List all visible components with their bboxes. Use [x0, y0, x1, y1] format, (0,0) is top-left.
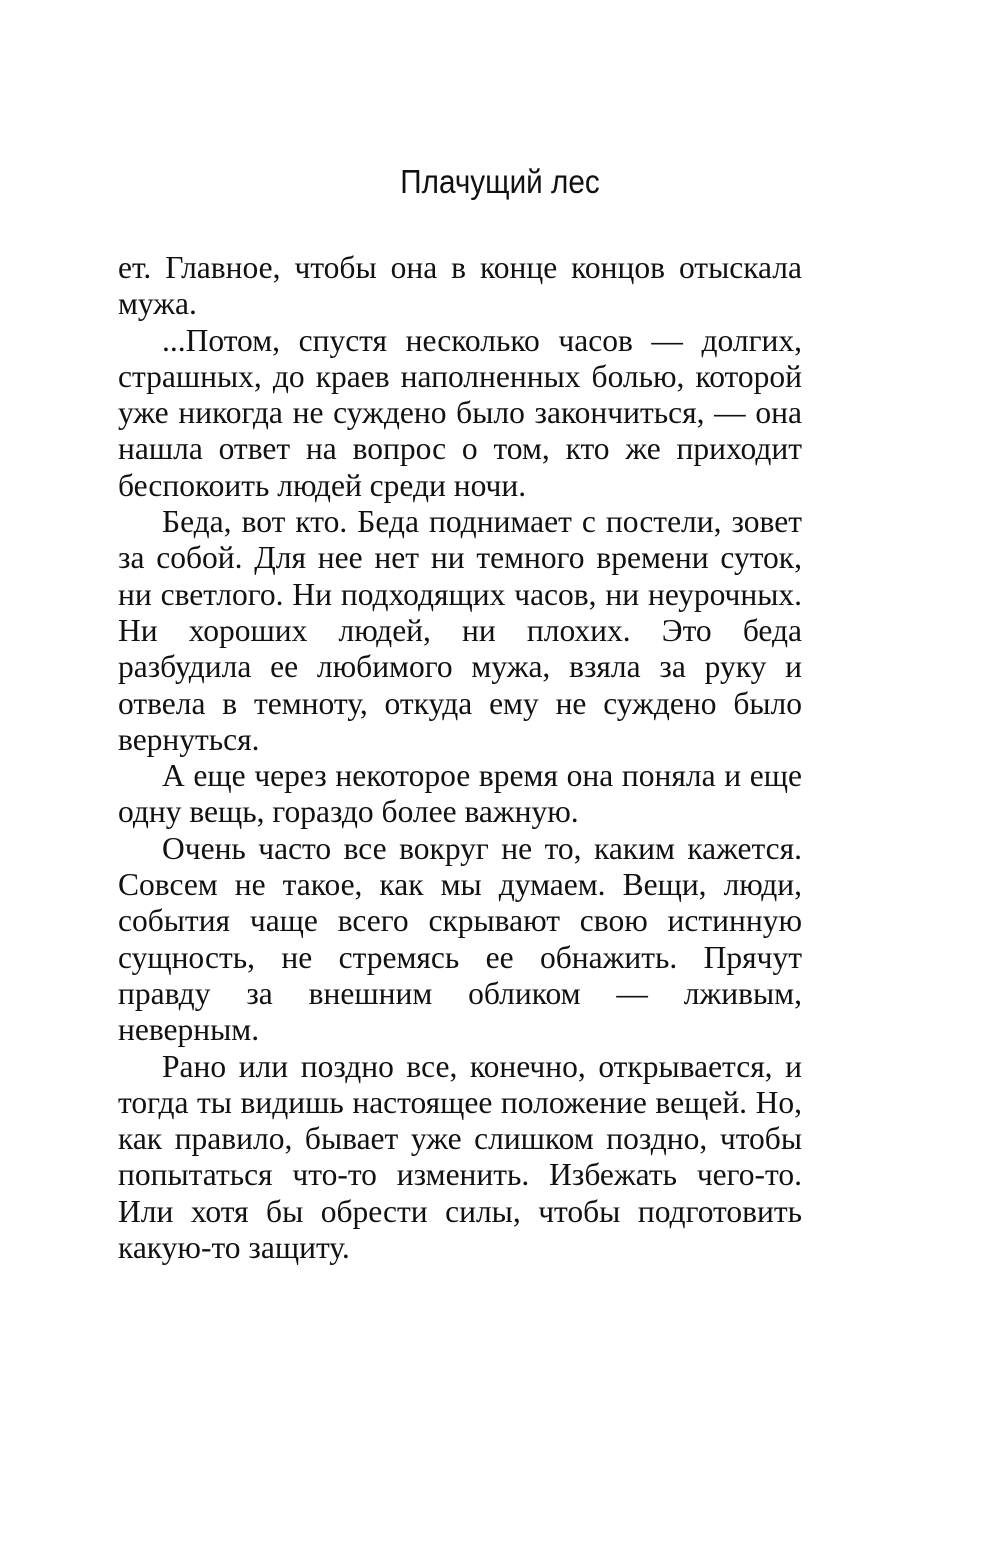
body-text — [118, 250, 802, 1266]
paragraph: ...Потом, спустя несколько часов — долгих, страшных, до краев наполненных болью, которой уже никогда не суждено было закончиться, — она нашла ответ на вопрос о том, кто же приходит беспокоить людей среди ночи. — [118, 322, 802, 503]
paragraph: Рано или поздно все, конечно, открывается, и тогда ты видишь настоящее положение вещей. Но, как правило, бывает уже слишком поздно, чтобы попытаться что-то изменить. Избежать чего-то. Или хотя бы обрести силы, чтобы подготовить какую-то защиту. — [118, 1048, 802, 1266]
paragraph: ет. Главное, чтобы она в конце концов отыскала мужа. — [118, 250, 802, 322]
paragraph: Беда, вот кто. Беда поднимает с постели, зовет за собой. Для нее нет ни темного времени суток, ни светлого. Ни подходящих часов, ни неурочных. Ни хороших людей, ни плохих. Это беда разбудила ее любимого мужа, взяла за руку и отвела в темноту, откуда ему не суждено было вернуться. — [118, 504, 802, 757]
paragraph: Очень часто все вокруг не то, каким кажется. Совсем не такое, как мы думаем. Вещи, люди, события чаще всего скрывают свою истинную сущность, не стремясь ее обнажить. Прячут правду за внешним обликом — лживым, неверным. — [118, 830, 802, 1048]
paragraph: А еще через некоторое время она поняла и еще одну вещь, гораздо более важную. — [118, 758, 802, 830]
running-head: Плачущий лес — [400, 163, 600, 200]
